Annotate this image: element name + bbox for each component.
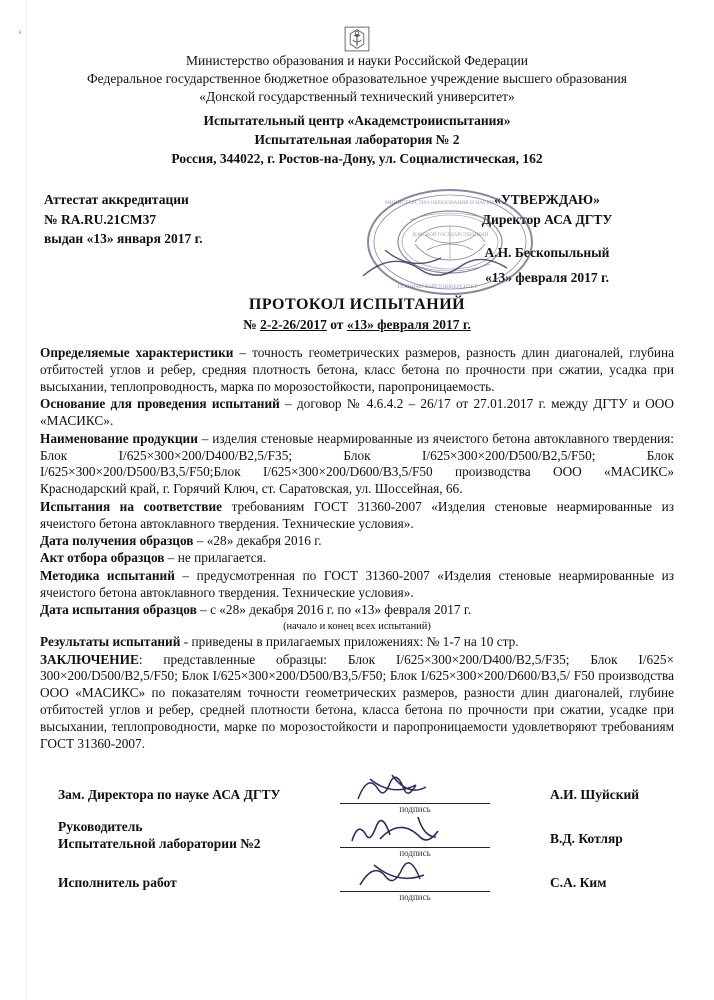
coat-of-arms-emblem-icon [340,22,374,56]
section-text: – «28» декабря 2016 г. [193,532,322,548]
protocol-number: 2-2-26/2017 [260,317,327,333]
signature-caption: подпись [399,891,431,902]
signature-row [40,818,674,871]
test-period-note: (начало и конец всех испытаний) [283,620,431,632]
conclusion-label: ЗАКЛЮЧЕНИЕ [40,651,139,667]
section-text: – с «28» декабря 2016 г. по «13» февраля 2017 г. [196,601,472,617]
section-text: – не прилагается. [164,550,267,566]
section-text: – договор № 4.6.4.2 – 26/17 от 27.01.2017 г. между ДГТУ и ООО «МАСИКС». [40,396,674,429]
accreditation-number: № RA.RU.21СМ37 [44,211,157,227]
section-label: Наименование продукции [40,430,198,446]
conclusion-paragraph [40,652,674,753]
approval-name: А.Н. Бескопыльный [484,245,610,261]
section-text: – изделия стеновые неармированные из ячеистого бетона автоклавного твердения: Блок I/625×300×200/D400/B2,5/F35; Блок I/625×300×200/D500/B2,5/F50; Блок I/625×300×200/D500/B3,5/F50;Блок I/625×300×200/D600/B3,5/F50 производства ООО «МАСИКС» Краснодарский край, г. Горячий Ключ, ст. Саратовская, ул. Шоссейная, 66. [40,430,674,497]
approval-date: «13» февраля 2017 г. [485,270,609,285]
page-margin-line [26,0,27,1000]
ministry-line: Министерство образования и науки Российской Федерации [186,53,528,68]
laboratory-line: Испытательная лаборатория № 2 [254,132,460,148]
handwritten-signature-icon [340,769,500,807]
signatory-name: С.А. Ким [550,874,607,890]
accreditation-approval-row [0,190,714,291]
signature-row [40,871,674,915]
section-label: Определяемые характеристики [40,345,234,361]
section-paragraph [40,568,674,602]
section-paragraph [40,345,674,396]
protocol-title-block [0,296,714,333]
signature-role [58,819,261,853]
protocol-number-prefix: № [243,317,257,333]
section-paragraph [40,602,674,619]
section-paragraph [40,550,674,567]
section-text: требованиям ГОСТ 31360-2007 «Изделия стеновые неармированные из ячеистого бетона автоклавного твердения. Технические условия». [40,498,674,531]
signature-caption: подпись [399,847,431,858]
corner-mark: э [18,28,22,36]
signature-role: Исполнитель работ [58,874,177,890]
section-paragraph [40,396,674,430]
signature-role-line1: Руководитель [58,818,143,834]
svg-text:ДОНСКОЙ ГОСУДАРСТВЕННЫЙ: ДОНСКОЙ ГОСУДАРСТВЕННЫЙ [412,233,489,239]
section-paragraph [40,533,674,550]
section-label: Методика испытаний [40,567,175,583]
signatory-name: А.И. Шуйский [550,786,640,802]
accreditation-block [44,190,203,249]
section-label: Основание для проведения испытаний [40,396,280,412]
signature-role-line2: Испытательной лаборатории №2 [58,835,261,851]
approval-title: «УТВЕРЖДАЮ» [494,192,600,208]
conclusion-text: : представленные образцы: Блок I/625×300×200/D400/B2,5/F35; Блок I/625× 300×200/D500/B2,5/F50; Блок I/625×300×200/D500/B3,5/F50; Блок I/625×300×200/D600/B3,5/ F50 производства ООО «МАСИКС» по показателям точности геометрических размеров, разности длин диагоналей, глубине отбитостей углов и ребер, средней плотности бетона, класса бетона по прочности при сжатии, усадке при высыхании, теплопроводности, марке по морозостойкости и паропроницаемости удовлетворяют требованиям ГОСТ 31360-2007. [40,651,674,751]
section-label: Испытания на соответствие [40,498,223,514]
protocol-date-prefix: от [330,317,344,333]
signature-role: Зам. Директора по науке АСА ДГТУ [58,786,281,802]
signatures-block [40,783,674,915]
results-text: - приведены в прилагаемых приложениях: № 1-7 на 10 стр. [180,634,519,650]
svg-text:МИНИСТЕРСТВО ОБРАЗОВАНИЯ И НАУ: МИНИСТЕРСТВО ОБРАЗОВАНИЯ И НАУКИ [385,200,494,207]
section-paragraph [40,431,674,499]
section-label: Дата получения образцов [40,532,194,548]
results-paragraph [40,634,674,651]
section-label: Акт отбора образцов [40,550,165,566]
section-text: – точность геометрических размеров, разность длин диагоналей, глубина отбитостей углов и ребер, средняя плотность бетона, класс бетона по прочности при сжатии, усадка при высыхании, теплопроводность, марка по морозостойкости, паропроницаемость. [40,345,674,395]
accreditation-title: Аттестат аккредитации [44,192,189,208]
document-body [40,345,674,752]
signatory-name: В.Д. Котляр [550,830,623,846]
signature-caption: подпись [399,803,431,814]
svg-text:ТЕХНИЧЕСКИЙ УНИВЕРСИТЕТ: ТЕХНИЧЕСКИЙ УНИВЕРСИТЕТ [397,284,478,291]
accreditation-date: выдан «13» января 2017 г. [44,231,203,247]
results-label: Результаты испытаний [40,634,181,650]
section-paragraph [40,499,674,533]
approval-block [422,190,672,287]
institution-line: Федеральное государственное бюджетное образовательное учреждение высшего образования [87,70,627,86]
address-line: Россия, 344022, г. Ростов-на-Дону, ул. Социалистическая, 162 [171,150,543,166]
protocol-date: «13» февраля 2017 г. [346,317,471,333]
section-label: Дата испытания образцов [40,601,197,617]
section-text: – предусмотренная по ГОСТ 31360-2007 «Изделия стеновые неармированные из ячеистого бетона автоклавного твердения. Технические условия». [40,567,674,600]
approval-role: Директор АСА ДГТУ [481,211,613,227]
page-title: ПРОТОКОЛ ИСПЫТАНИЙ [248,296,466,314]
university-line: «Донской государственный технический университет» [199,88,515,104]
test-center-line: Испытательный центр «Академстроииспытания» [203,113,511,129]
